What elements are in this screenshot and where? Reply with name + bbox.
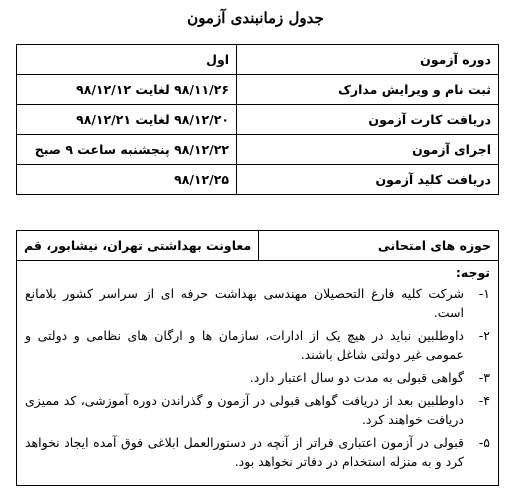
schedule-table — [16, 44, 499, 195]
note-number: ۵- — [478, 435, 490, 450]
note-item — [25, 326, 490, 364]
table-row — [17, 165, 499, 195]
row-value: اول — [17, 45, 237, 75]
table-row — [17, 231, 499, 261]
notes-cell — [17, 261, 499, 486]
row-label: دریافت کلید آزمون — [237, 165, 499, 195]
note-number: ۴- — [478, 393, 490, 408]
row-label: ثبت نام و ویرایش مدارک — [237, 75, 499, 105]
page-title: جدول زمانبندی آزمون — [187, 9, 324, 27]
row-value: ۹۸/۱۲/۲۲ پنجشنبه ساعت ۹ صبح — [17, 135, 237, 165]
table-row — [17, 75, 499, 105]
row-label: دوره آزمون — [237, 45, 499, 75]
row-label: دریافت کارت آزمون — [237, 105, 499, 135]
exam-areas-table — [16, 230, 499, 486]
exam-areas-label: حوزه های امتحانی — [259, 231, 499, 261]
note-number: ۱- — [478, 286, 490, 301]
row-value: ۹۸/۱۱/۲۶ لغایت ۹۸/۱۲/۱۲ — [17, 75, 237, 105]
table-row — [17, 45, 499, 75]
note-item — [25, 391, 490, 429]
note-number: ۲- — [478, 328, 490, 343]
note-text: داوطلبین نباید در هیچ یک از ادارات، سازمان ها و ارگان های نظامی و دولتی و عمومی غیر دولتی شاغل باشند. — [25, 328, 464, 362]
table-row — [17, 261, 499, 486]
note-text: داوطلبین بعد از دریافت گواهی قبولی در آزمون و گذراندن دوره آموزشی، کد ممیزی دریافت خواهند کرد. — [25, 393, 464, 427]
exam-areas-value: معاونت بهداشتی تهران، نیشابور، قم — [17, 231, 259, 261]
row-value: ۹۸/۱۲/۲۰ لغایت ۹۸/۱۲/۲۱ — [17, 105, 237, 135]
table-row — [17, 135, 499, 165]
row-value: ۹۸/۱۲/۲۵ — [17, 165, 237, 195]
row-label: اجرای آزمون — [237, 135, 499, 165]
note-text: قبولی در آزمون اعتباری فراتر از آنچه در دستورالعمل ابلاغی فوق آمده ایجاد نخواهد کرد و به منزله استخدام در دفاتر نخواهد بود. — [25, 435, 464, 469]
note-item — [25, 368, 490, 387]
note-item — [25, 433, 490, 471]
note-item — [25, 284, 490, 322]
table-row — [17, 105, 499, 135]
notes-title: توجه: — [455, 265, 490, 280]
note-text: گواهی قبولی به مدت دو سال اعتبار دارد. — [249, 370, 464, 385]
note-number: ۳- — [478, 370, 490, 385]
note-text: شرکت کلیه فارغ التحصیلان مهندسی بهداشت حرفه ای از سراسر کشور بلامانع است. — [25, 286, 464, 320]
